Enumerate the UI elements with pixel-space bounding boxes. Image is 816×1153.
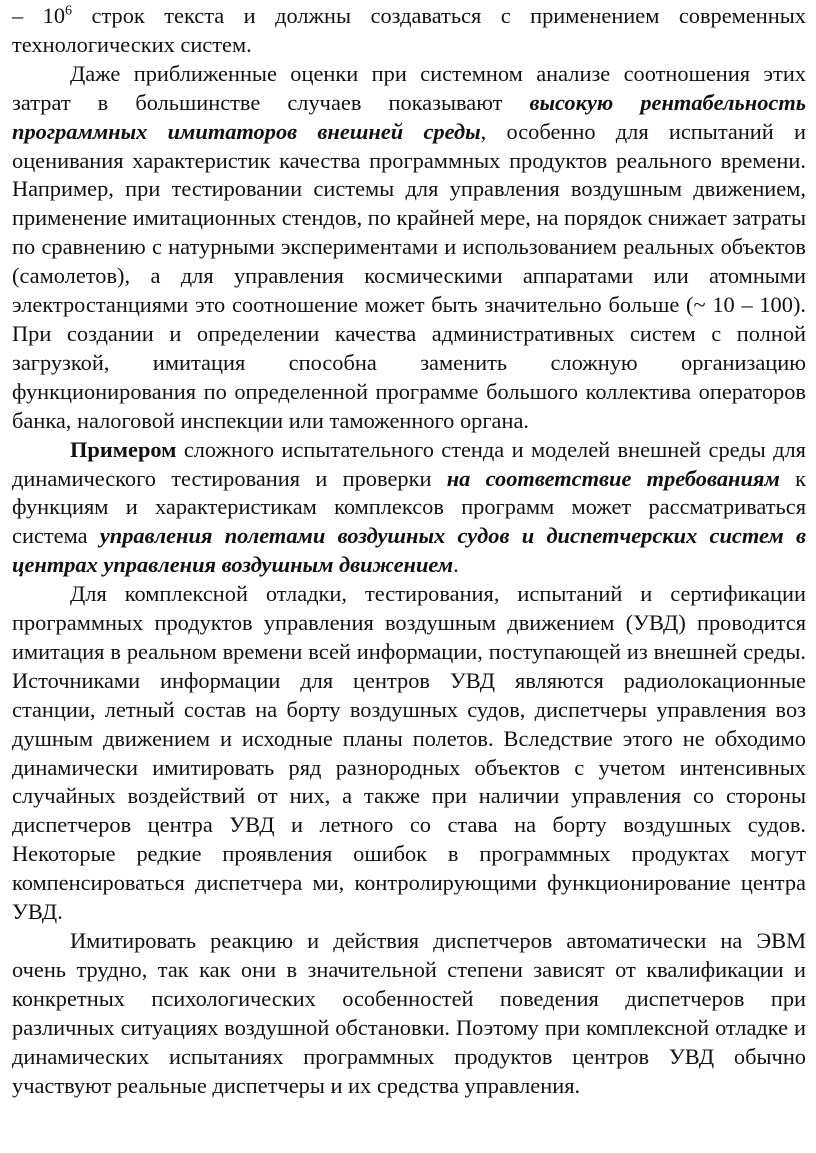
paragraph-3 bbox=[12, 436, 806, 581]
paragraph-2-rest: , особенно для испытаний и оценивания характеристик качества программных продуктов реального времени. Например, при тестировании системы для управления воздушным движением, применение имитационных стендов, по крайней мере, на порядок снижает затраты по сравнению с натурными экспериментами и использованием реальных объектов (самолетов), а для управления космическими аппаратами или атомными электростанциями это соотношение может быть значительно больше (~ 10 – 100). При создании и определении качества административных систем с полной загрузкой, имитация способна заменить сложную организацию функционирования по определенной программе большого коллектива операторов банка, налоговой инспекции или таможенного органа. bbox=[12, 118, 807, 433]
paragraph-2-start: Даже приближенные оценки при системном анализе соотношения этих затрат в большинстве случаев показывают bbox=[12, 60, 806, 115]
paragraph-1-text: строк текста и должны создаваться с применением современных технологических систем. bbox=[12, 3, 806, 57]
paragraph-3-emphasis-1: на соответствие требованиям bbox=[446, 465, 780, 491]
paragraph-1 bbox=[12, 2, 806, 60]
paragraph-4: Для комплексной отладки, тестирования, испытаний и сертификации программных продуктов управления воздушным движением (УВД) проводится имитация в реальном времени всей информации, поступающей из внешней среды. Источниками информации для центров УВД являются радиолокационные станции, летный состав на борту воздушных судов, диспетчеры управления воз душным движением и исходные планы полетов. Вследствие этого не обходимо динамически имитировать ряд разнородных объектов с учетом интенсивных случайных воздействий от них, а также при наличии управления со стороны диспетчеров центра УВД и летного со става на борту воздушных судов. Некоторые редкие проявления ошибок в программных продуктах могут компенсироваться диспетчера ми, контролирующими функционирование центра УВД. bbox=[12, 581, 806, 925]
paragraph-3-bold-lead: Примером bbox=[70, 436, 177, 462]
paragraph-3-text-2: к функциям и характеристикам комплексов программ может рассматриваться система bbox=[12, 465, 806, 549]
paragraph-3-emphasis-2: управления полетами воздушных судов и диспетчерских систем в центрах управления воздушным движением bbox=[12, 523, 806, 578]
paragraph-3-text-1: сложного испытательного стенда и моделей внешней среды для динамического тестирования и проверки bbox=[12, 436, 806, 491]
paragraph-2-emphasis: высокую рентабельность программных имитаторов внешней среды bbox=[12, 89, 806, 144]
document-page bbox=[12, 2, 806, 1100]
exponent: 6 bbox=[65, 3, 73, 19]
paragraph-1-prefix: – 10 bbox=[12, 3, 66, 28]
paragraph-2 bbox=[12, 60, 806, 436]
paragraph-5: Имитировать реакцию и действия диспетчеров автоматически на ЭВМ очень трудно, так как они в значительной степени зависят от квалификации и конкретных психологических особенностей поведения диспетчеров при различных ситуациях воздушной обстановки. Поэтому при комплексной отладке и динамических испытаниях программных продуктов центров УВД обычно участвуют реальные диспетчеры и их средства управления. bbox=[12, 928, 806, 1098]
paragraph-3-end: . bbox=[453, 552, 459, 578]
